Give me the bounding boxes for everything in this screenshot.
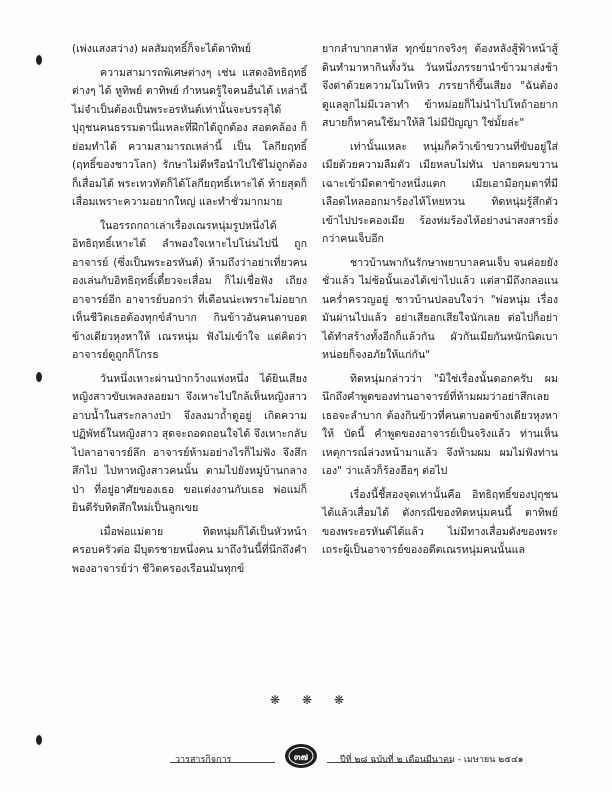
section-ornaments [270, 693, 350, 707]
margin-bullet [36, 55, 42, 65]
paragraph: ชาวบ้านพากันรักษาพยาบาลคนเจ็บ จนค่อยยังชั่วแล้ว ไม่ช้อนั้นเองได้เข่าไปแล้ว แต่สามีถึงกลอแนนคร่ำครวญอยู่ ชาวบ้านปลอบใจว่า "พ่อหนุ่ม เรื่องมันผ่านไปแล้ว อย่าเสียอกเสียใจนักเลย ต่อไปก็อย่าได้ทำสร้างทั้งอีกก็แล้วกัน ผัวกันเมียกันหนักนิดเบาหน่อยก็จงอภัยให้แก่กัน" [322, 256, 558, 361]
page-number: ๓๗ [293, 752, 309, 763]
paragraph: ความสามารถพิเศษต่างๆ เช่น แสดงอิทธิฤทธิ์ต่างๆ ได้ หูทิพย์ ตาทิพย์ กำหนดรู้ใจคนอื่นได้ เหล่านี้ไม่จำเป็นต้องเป็นพระอรหันต์เท่านั้นจะบรรลุได้ ปุถุชนคนธรรมดานี่แหละที่ฝึกได้ถูกต้อง สอดคล้อง ก็ย่อมทำได้ ความสามารถเหล่านี้ เป็น โลกียฤทธิ์ (ฤทธิ์ของชาวโลก) รักษาไม่ดีหรือนำไปใช้ไม่ถูกต้องก็เสื่อมได้ พระเทวทัตก็ได้โลกียฤทธิ์เหาะได้ ท้ายสุดก็เสื่อมเพราะความอยากใหญ่ และทำชั่วมากมาย [72, 66, 307, 208]
paragraph: วันหนึ่งเหาะผ่านป่ากว้างแห่งหนึ่ง ได้ยินเสียงหญิงสาวขับเพลงลอยมา จึงเหาะไปใกล้เห็นหญิงสาวอาบน้ำในสระกลางป่า จึงลงมาถ้ำดูอยู่ เกิดความปฏิพัทธ์ในหญิงสาว สุดจะถอดถอนใจได้ จึงเหาะกลับไปลาอาจารย์ลึก อาจารย์ห้ามอย่างไรก็ไม่ฟัง จึงสึกสึกไป ไปหาหญิงสาวคนนั้น ตามไปยังหมู่บ้านกลางป่า ที่อยู่อาศัยของเธอ ขอแต่งงานกับเธอ พ่อแม่ก็ยินดีรับทิดสึกใหม่เป็นลูกเขย [72, 372, 307, 514]
paragraph: (เพ่งแสงสว่าง) ผลสัมฤทธิ์ก็จะได้ตาทิพย์ [72, 43, 251, 55]
ornament-icon: ❋ [302, 693, 313, 707]
paragraph: เรื่องนี้ชี้สองจุดเท่านั้นคือ อิทธิฤทธิ์ของปุถุชนได้แล้วเสื่อมได้ ดังกรณีของทิดหนุ่มคนนี้ ตาทิพย์ ของพระอรหันต์ได้แล้ว ไม่มีทางเสื่อมดังของพระเถระผู้เป็นอาจารย์ของอดีตเณรหนุ่มคนนั้นแล [322, 488, 558, 556]
margin-bullet [36, 372, 42, 382]
paragraph: เท่านั้นแหละ หนุ่มก็คว้าเข้าขวานที่ขับอยู่ใส่เมียด้วยความลืมตัว เมียหลบไม่ทัน ปลายคมขวานเฉาะเข้ามีดตาข้างหนึ่งแตก เมียเอามือกุมตาที่มีเลือดไหลออกมาร้องไห้โหยหวน ทิดหนุ่มรู้สึกตัวเข้าไปประคองเมีย ร้องห่มร้องไห้อย่างน่าสงสารยิ่งกว่าคนเจ็บอีก [322, 140, 558, 245]
paragraph: ยากลำบากสาหัส ทุกข์ยากจริงๆ ต้องหลังสู้ฟ้าหน้าสู้ดินทำมาหากินทั้งวัน วันหนึ่งภรรยานำข้าวมาส่งช้า จึงด่าด้วยความโมโหหิว ภรรยาก็ขึ้นเสียง "ฉันต้องดูแลลูกไม่มีเวลาทำ ข้าหม่อยก็ไม่นำไปโหถ้าอยากสบายก็หาคนใช้มาให้สิ ไม่มีปัญญา ใช่มั้ยล่ะ" [322, 43, 558, 129]
ornament-icon: ❋ [334, 693, 345, 707]
paragraph: ในอรรถกถาเล่าเรื่องเณรหนุ่มรูปหนึ่งได้อิทธิฤทธิ์เหาะได้ ลำพองใจเหาะไปโน่นไปนี่ ถูกอาจารย์ (ซึ่งเป็นพระอรหันต์) ห้ามถึงว่าอย่าเที่ยวคนองเล่นกับอิทธิฤทธิ์เดี๋ยวจะเสื่อม ก็ไม่เชื่อฟัง เถียงอาจารย์อีก อาจารย์บอกว่า ที่เตือนน่ะเพราะไม่อยากเห็นชีวิตเธอต้องทุกข์ลำบาก กินข้าวอันคนตาบอดข้างเดียวหุงหาให้ เณรหนุ่ม ฟังไม่เข้าใจ แต่คิดว่าอาจารย์ดูถูกก็โกรธ [72, 219, 307, 361]
paragraph: เมื่อพ่อแม่ตาย ทิดหนุ่มก็ได้เป็นหัวหน้าครอบครัวต่อ มีบุตรชายหนึ่งคน มาถึงวันนี้ที่นึกถึงคำพองอาจารย์ว่า ชีวิตครองเรือนมันทุกข์ [72, 525, 307, 575]
right-text-column [322, 40, 558, 565]
page-footer [0, 742, 612, 772]
issue-info: ปีที่ ๒๘ ฉบับที่ ๒ เดือนมีนาคม - เมษายน ๒๕๔๑ [340, 755, 524, 765]
ornament-icon: ❋ [270, 693, 281, 707]
journal-name: วารสารกิจการ [175, 755, 232, 765]
left-text-column [72, 40, 307, 583]
page-number-badge [283, 742, 319, 770]
paragraph: ทิดหนุ่มกล่าวว่า "มิใช่เรื่องนั้นดอกครับ ผมนึกถึงคำพูดของท่านอาจารย์ที่ห้ามผมว่าอย่าสึกเลย เธอจะลำบาก ต้องกินข้าวที่คนตาบอดข้างเดียวหุงหาให้ บัดนี้ คำพูดของอาจารย์เป็นจริงแล้ว ท่านเห็นเหตุการณ์ล่วงหน้ามาแล้ว จึงห้ามผม ผมไม่ฟังท่านเอง" ว่าแล้วก็ร้องฮือๆ ต่อไป [322, 372, 558, 477]
